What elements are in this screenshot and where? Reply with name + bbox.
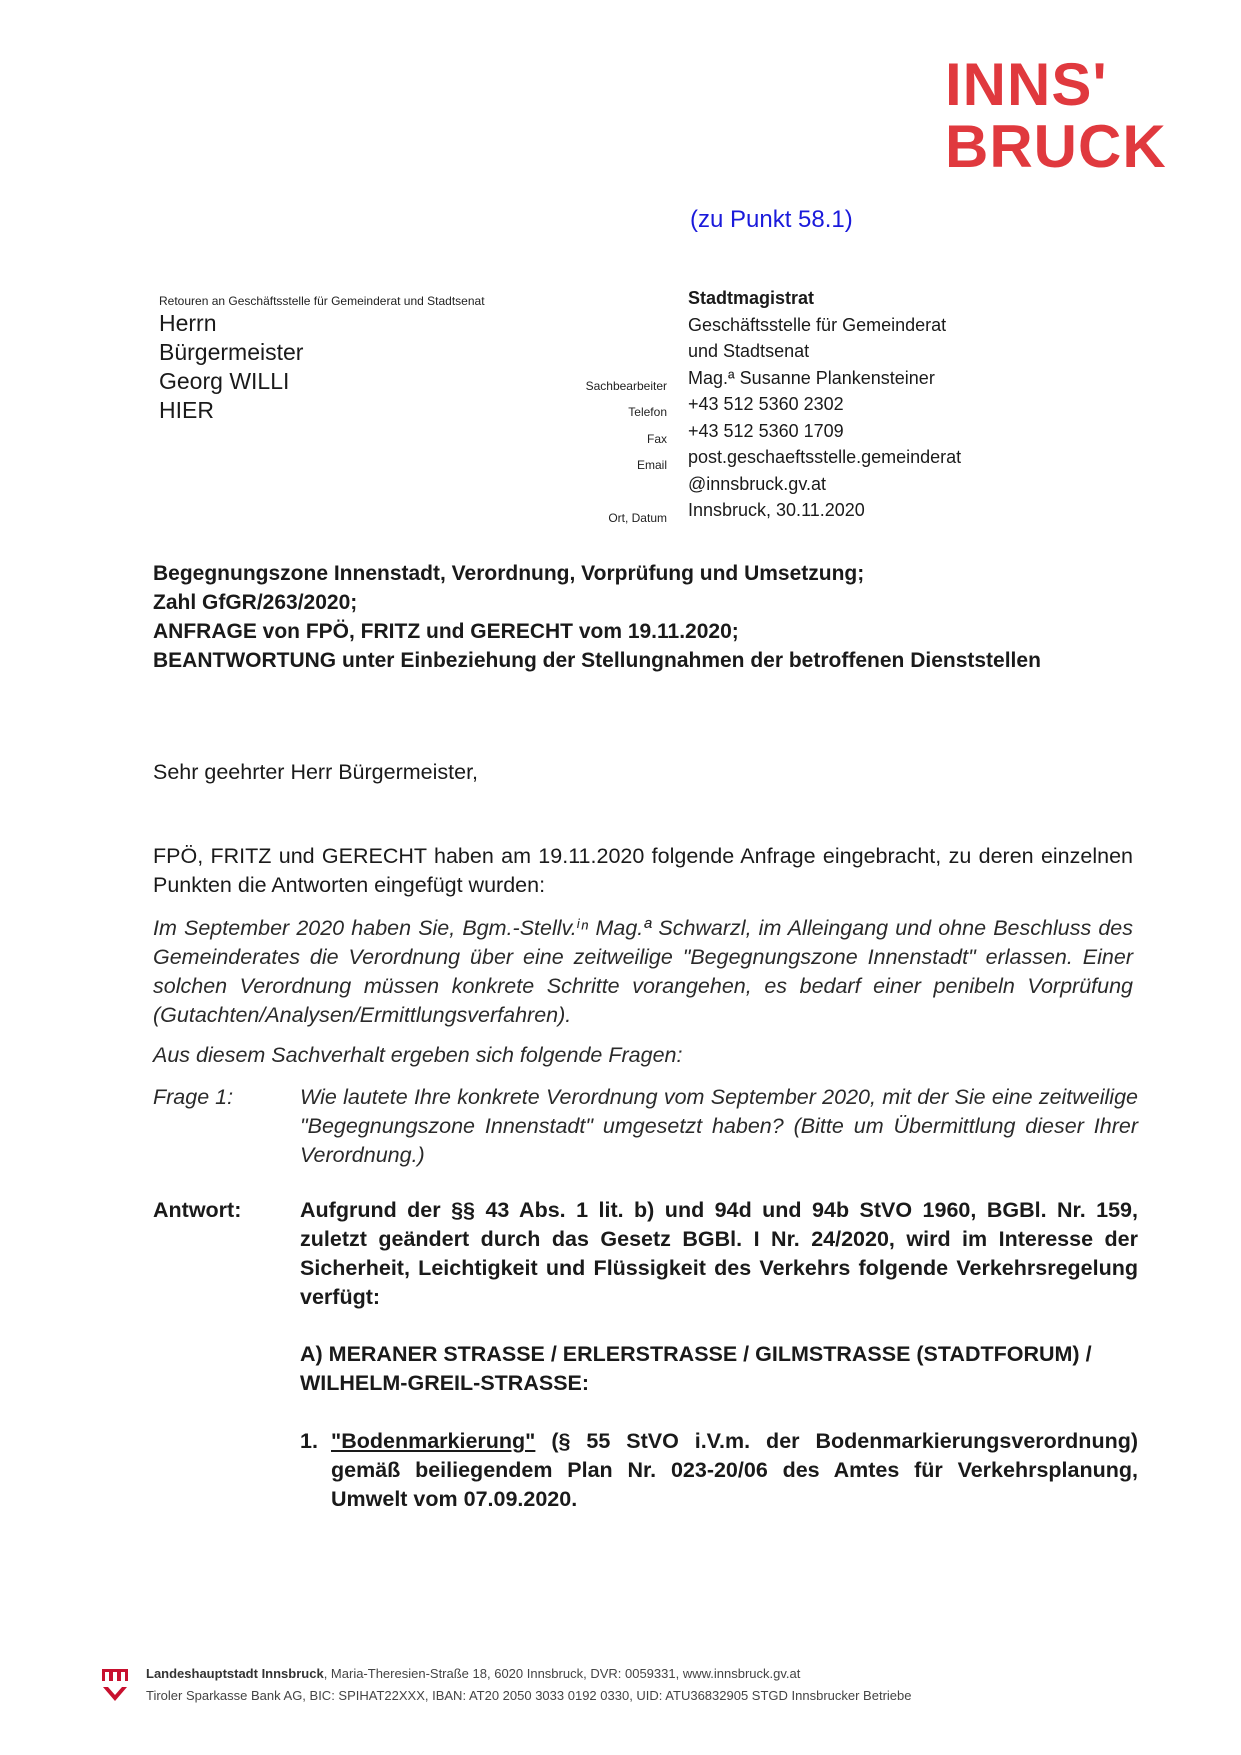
subject-line: BEANTWORTUNG unter Einbeziehung der Stellungnahmen der betroffenen Dienststellen: [153, 649, 1041, 672]
answer-label: Antwort:: [153, 1198, 242, 1222]
fax-label: Fax: [646, 431, 667, 446]
footer-line-2: Tiroler Sparkasse Bank AG, BIC: SPIHAT22XXX, IBAN: AT20 2050 3033 0192 0330, UID: ATU36832905 STGD Innsbrucker Betriebe: [146, 1688, 912, 1703]
intro-paragraph: FPÖ, FRITZ und GERECHT haben am 19.11.2020 folgende Anfrage eingebracht, zu deren einzelnen Punkten die Antworten eingefügt wurden:: [153, 844, 1133, 897]
addressee-block: [159, 309, 303, 425]
date-label: Ort, Datum: [608, 511, 667, 525]
phone-value: +43 512 5360 2302: [688, 394, 844, 414]
question-intro: Im September 2020 haben Sie, Bgm.-Stellv.ⁱⁿ Mag.ª Schwarzl, im Alleingang und ohne Beschluss des Gemeinderates die Verordnung über eine zeitweilige "Begegnungszone Innenstadt" erlassen. Einer solchen Verordnung müssen konkrete Schritte vorangehen, es bedarf einer penibeln Vorprüfung (Gutachten/Analysen/Ermittlungsverfahren).: [153, 916, 1133, 1027]
answer-text: Aufgrund der §§ 43 Abs. 1 lit. b) und 94d und 94b StVO 1960, BGBl. Nr. 159, zuletzt geändert durch das Gesetz BGBl. I Nr. 24/2020, wird im Interesse der Sicherheit, Leichtigkeit und Flüssigkeit des Verkehrs folgende Verkehrsregelung verfügt:: [300, 1198, 1138, 1309]
sender-org: Stadtmagistrat: [688, 288, 815, 308]
addressee-line: Herrn: [159, 310, 217, 336]
question-text: Wie lautete Ihre konkrete Verordnung vom September 2020, mit der Sie eine zeitweilige "Begegnungszone Innenstadt" umgesetzt haben? (Bitte um Übermittlung dieser Ihrer Verordnung.): [300, 1085, 1138, 1167]
list-item-title: "Bodenmarkierung": [331, 1429, 536, 1453]
footer-org-details: , Maria-Theresien-Straße 18, 6020 Innsbruck, DVR: 0059331, www.innsbruck.gv.at: [323, 1666, 801, 1681]
email-value[interactable]: post.geschaeftsstelle.gemeinderat: [688, 447, 962, 467]
returns-note: Retouren an Geschäftsstelle für Gemeinderat und Stadtsenat: [159, 294, 485, 308]
question-label: Frage 1:: [153, 1085, 234, 1109]
sender-dept: und Stadtsenat: [688, 341, 810, 361]
subject-line: ANFRAGE von FPÖ, FRITZ und GERECHT vom 19.11.2020;: [153, 620, 739, 643]
list-item-number: 1.: [300, 1429, 318, 1453]
sender-dept: Geschäftsstelle für Gemeinderat: [688, 314, 947, 335]
addressee-line: Bürgermeister: [159, 339, 304, 365]
date-value: Innsbruck, 30.11.2020: [688, 500, 865, 520]
footer-line-1: [100, 1663, 1200, 1685]
sender-labels: [500, 293, 667, 532]
phone-label: Telefon: [628, 405, 667, 419]
clerk-value: Mag.ª Susanne Plankensteiner: [688, 367, 935, 388]
addressee-line: Georg WILLI: [159, 368, 290, 394]
innsbruck-logo: [945, 51, 1195, 180]
salutation: Sehr geehrter Herr Bürgermeister,: [153, 760, 479, 784]
logo-line-1: INNS': [945, 51, 1108, 118]
section-a-heading: A) MERANER STRASSE / ERLERSTRASSE / GILMSTRASSE (STADTFORUM) / WILHELM-GREIL-STRASSE:: [300, 1342, 1092, 1395]
footer: [100, 1663, 1200, 1707]
subject-line: Zahl GfGR/263/2020;: [153, 591, 358, 614]
list-item-text: (§ 55 StVO i.V.m. der Bodenmarkierungsverordnung) gemäß beiliegendem Plan Nr. 023-20/06 des Amtes für Verkehrsplanung, Umwelt vom 07.09.2020.: [331, 1429, 1138, 1511]
email-label: Email: [636, 458, 667, 472]
reference-note: (zu Punkt 58.1): [690, 206, 853, 233]
subject-block: [153, 559, 1133, 675]
email-value-cont[interactable]: @innsbruck.gv.at: [688, 473, 826, 494]
subject-line: Begegnungszone Innenstadt, Verordnung, Vorprüfung und Umsetzung;: [153, 562, 865, 585]
clerk-label: Sachbearbeiter: [585, 378, 667, 393]
logo-line-2: BRUCK: [945, 113, 1167, 180]
addressee-line: HIER: [159, 397, 214, 423]
question-lead: Aus diesem Sachverhalt ergeben sich folgende Fragen:: [153, 1043, 683, 1067]
city-crest-icon: [100, 1667, 130, 1705]
fax-value: +43 512 5360 1709: [688, 420, 844, 441]
sender-block: [688, 285, 961, 524]
footer-org-name: Landeshauptstadt Innsbruck: [146, 1666, 324, 1681]
